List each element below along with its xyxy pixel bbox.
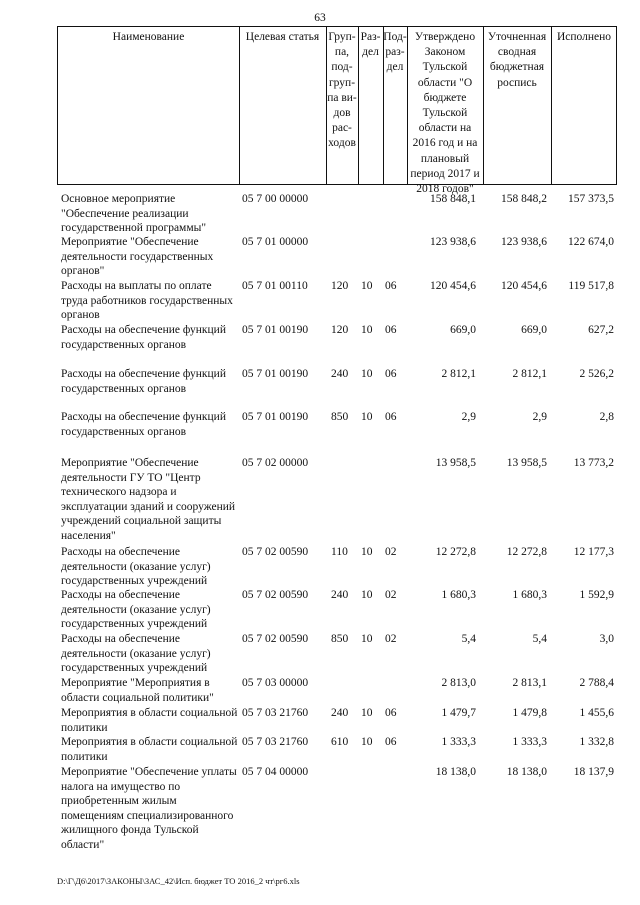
row-executed: 2 526,2 [579, 368, 614, 380]
row-name: Расходы на обеспечение функций государственных органов [61, 368, 226, 395]
row-name: Расходы на обеспечение деятельности (оказание услуг) государственных учреждений [61, 546, 211, 588]
row-name: Мероприятие "Обеспечение деятельности государственных органов" [61, 236, 214, 278]
row-refined: 120 454,6 [501, 280, 547, 292]
row-executed: 18 137,9 [573, 766, 614, 778]
row-name: Мероприятие "Мероприятия в области социальной политики" [61, 677, 214, 704]
row-group: 110 [331, 546, 348, 558]
row-section: 10 [361, 280, 373, 292]
row-name: Расходы на обеспечение функций государственных органов [61, 411, 226, 438]
header-name: Наименование [112, 31, 185, 43]
row-subsection: 02 [385, 633, 397, 645]
row-subsection: 06 [385, 324, 397, 336]
row-refined: 2,9 [532, 411, 547, 423]
row-refined: 1 680,3 [512, 589, 547, 601]
row-group: 240 [331, 707, 349, 719]
row-executed: 2 788,4 [579, 677, 614, 689]
row-executed: 1 592,9 [579, 589, 614, 601]
row-section: 10 [361, 546, 373, 558]
row-executed: 119 517,8 [568, 280, 614, 292]
row-code: 05 7 04 00000 [242, 766, 309, 778]
row-approved: 669,0 [450, 324, 476, 336]
row-refined: 5,4 [532, 633, 547, 645]
row-code: 05 7 02 00590 [242, 589, 309, 601]
row-section: 10 [361, 707, 373, 719]
row-code: 05 7 01 00000 [242, 236, 309, 248]
row-refined: 158 848,2 [501, 193, 547, 205]
row-section: 10 [361, 736, 373, 748]
row-code: 05 7 01 00190 [242, 411, 309, 423]
header-refined: Уточненная сводная бюджетная роспись [487, 31, 547, 89]
row-approved: 5,4 [461, 633, 476, 645]
row-code: 05 7 02 00590 [242, 546, 309, 558]
row-group: 240 [331, 589, 349, 601]
header-subsection: Под- раз- дел [383, 31, 407, 74]
row-code: 05 7 03 21760 [242, 707, 309, 719]
row-refined: 1 333,3 [512, 736, 547, 748]
row-executed: 1 332,8 [579, 736, 614, 748]
row-section: 10 [361, 633, 373, 645]
row-approved: 120 454,6 [430, 280, 476, 292]
row-refined: 12 272,8 [506, 546, 547, 558]
row-refined: 2 812,1 [512, 368, 547, 380]
row-code: 05 7 03 21760 [242, 736, 309, 748]
row-section: 10 [361, 368, 373, 380]
table-header [57, 26, 617, 196]
row-code: 05 7 01 00190 [242, 368, 309, 380]
row-refined: 13 958,5 [506, 457, 547, 469]
row-executed: 157 373,5 [568, 193, 614, 205]
file-path-footer: D:\Г\Д6\2017\ЗАКОНЫ\ЗАС_42\Исп. бюджет ТО 2016_2 чт\рг6.xls [57, 876, 300, 886]
row-approved: 2,9 [461, 411, 476, 423]
row-code: 05 7 02 00000 [242, 457, 309, 469]
row-executed: 1 455,6 [579, 707, 614, 719]
row-group: 850 [331, 633, 349, 645]
row-name: Расходы на выплаты по оплате труда работников государственных органов [61, 280, 233, 322]
row-section: 10 [361, 324, 373, 336]
row-approved: 1 479,7 [441, 707, 476, 719]
row-refined: 669,0 [521, 324, 547, 336]
row-name: Основное мероприятие "Обеспечение реализации государственной программы" [61, 193, 207, 235]
row-refined: 2 813,1 [512, 677, 547, 689]
row-approved: 13 958,5 [435, 457, 476, 469]
row-approved: 2 812,1 [441, 368, 476, 380]
row-name: Мероприятия в области социальной политики [61, 707, 238, 734]
row-name: Мероприятие "Обеспечение деятельности ГУ ТО "Центр технического надзора и эксплуатации зданий и сооружений учреждений социальной защиты населения" [61, 457, 236, 542]
row-code: 05 7 01 00110 [242, 280, 308, 292]
row-code: 05 7 01 00190 [242, 324, 309, 336]
row-approved: 1 680,3 [441, 589, 476, 601]
row-code: 05 7 00 00000 [242, 193, 309, 205]
row-subsection: 06 [385, 368, 397, 380]
page-number: 63 [314, 12, 326, 24]
row-executed: 3,0 [599, 633, 614, 645]
row-refined: 123 938,6 [501, 236, 547, 248]
row-approved: 1 333,3 [441, 736, 476, 748]
row-executed: 12 177,3 [573, 546, 614, 558]
row-group: 610 [331, 736, 349, 748]
row-name: Расходы на обеспечение деятельности (оказание услуг) государственных учреждений [61, 633, 211, 675]
row-name: Расходы на обеспечение функций государственных органов [61, 324, 226, 351]
row-name: Мероприятия в области социальной политики [61, 736, 238, 763]
row-group: 240 [331, 368, 349, 380]
row-name: Расходы на обеспечение деятельности (оказание услуг) государственных учреждений [61, 589, 211, 631]
header-group: Груп- па, под- груп- па ви- дов рас- ходов [327, 31, 357, 150]
row-executed: 627,2 [588, 324, 614, 336]
header-section: Раз- дел [360, 31, 381, 59]
row-approved: 12 272,8 [435, 546, 476, 558]
row-group: 120 [331, 324, 349, 336]
row-group: 850 [331, 411, 349, 423]
row-approved: 2 813,0 [441, 677, 476, 689]
header-executed: Исполнено [556, 31, 612, 43]
header-target: Целевая статья [245, 31, 320, 43]
row-approved: 158 848,1 [430, 193, 476, 205]
row-section: 10 [361, 589, 373, 601]
row-name: Мероприятие "Обеспечение уплаты налога на имущество по приобретенным жилым помещениям специализированного жилищного фонда Тульской области" [61, 766, 237, 851]
row-subsection: 06 [385, 280, 397, 292]
row-refined: 1 479,8 [512, 707, 547, 719]
header-approved: Утверждено Законом Тульской области "О бюджете Тульской области на 2016 год и на плановый период 2017 и 2018 годов" [410, 31, 480, 196]
row-code: 05 7 02 00590 [242, 633, 309, 645]
row-section: 10 [361, 411, 373, 423]
row-approved: 18 138,0 [435, 766, 476, 778]
row-executed: 122 674,0 [568, 236, 614, 248]
row-group: 120 [331, 280, 349, 292]
row-subsection: 06 [385, 411, 397, 423]
row-approved: 123 938,6 [430, 236, 476, 248]
row-subsection: 06 [385, 736, 397, 748]
row-refined: 18 138,0 [506, 766, 547, 778]
row-executed: 2,8 [599, 411, 614, 423]
row-subsection: 02 [385, 589, 397, 601]
row-subsection: 02 [385, 546, 397, 558]
row-executed: 13 773,2 [573, 457, 614, 469]
row-subsection: 06 [385, 707, 397, 719]
row-code: 05 7 03 00000 [242, 677, 309, 689]
